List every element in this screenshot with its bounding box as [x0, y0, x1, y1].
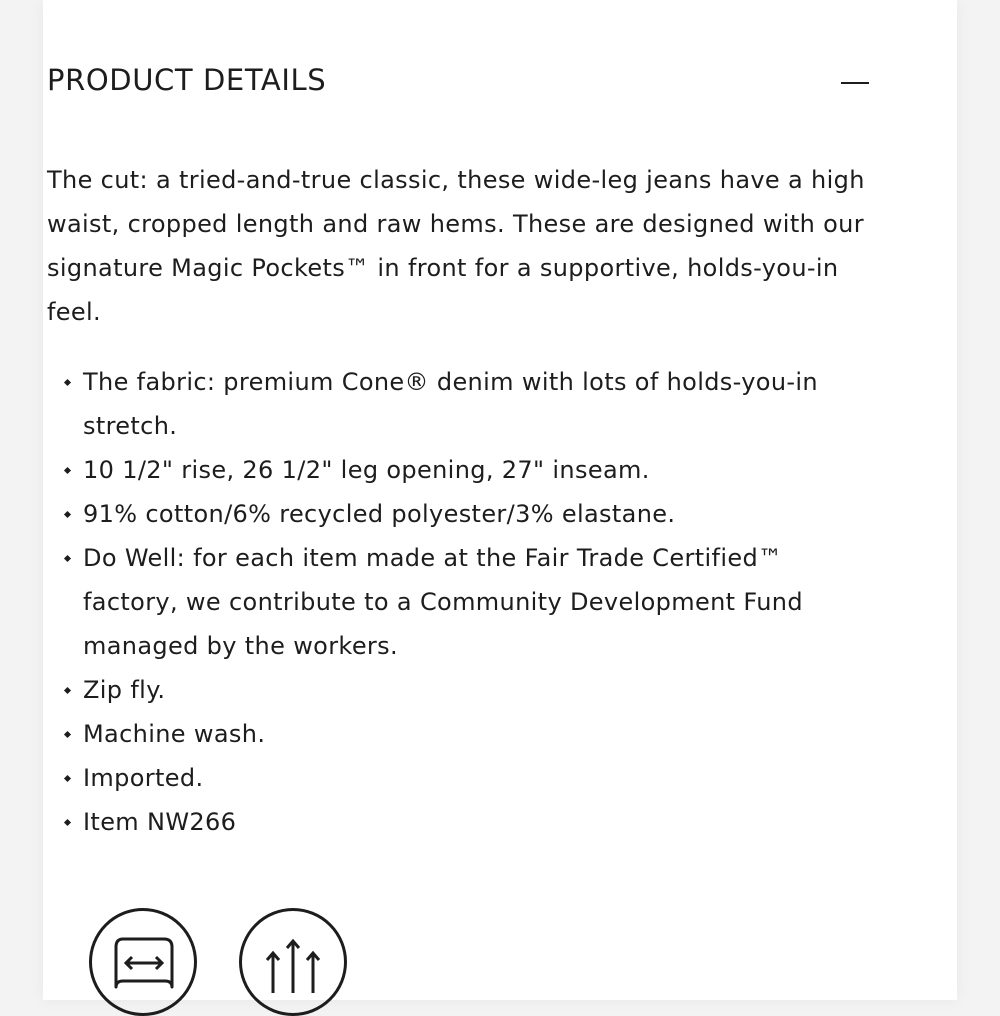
list-item: Zip fly. — [83, 668, 877, 712]
list-item: Imported. — [83, 756, 877, 800]
product-description: The cut: a tried-and-true classic, these wide-leg jeans have a high waist, cropped length and raw hems. These are designed with our signature Magic Pockets™ in front for a supportive, holds-you-in feel. — [47, 166, 865, 326]
minus-icon[interactable] — [840, 68, 870, 98]
list-item: 91% cotton/6% recycled polyester/3% elastane. — [83, 492, 877, 536]
section-title: PRODUCT DETAILS — [47, 63, 327, 97]
product-details-accordion-header[interactable] — [47, 56, 870, 104]
feature-list — [47, 360, 877, 844]
list-item: The fabric: premium Cone® denim with lots of holds-you-in stretch. — [83, 360, 877, 448]
list-item: 10 1/2" rise, 26 1/2" leg opening, 27" inseam. — [83, 448, 877, 492]
list-item: Item NW266 — [83, 800, 877, 844]
list-item: Machine wash. — [83, 712, 877, 756]
list-item: Do Well: for each item made at the Fair Trade Certified™ factory, we contribute to a Community Development Fund managed by the workers. — [83, 536, 877, 668]
product-details-content — [47, 158, 877, 844]
